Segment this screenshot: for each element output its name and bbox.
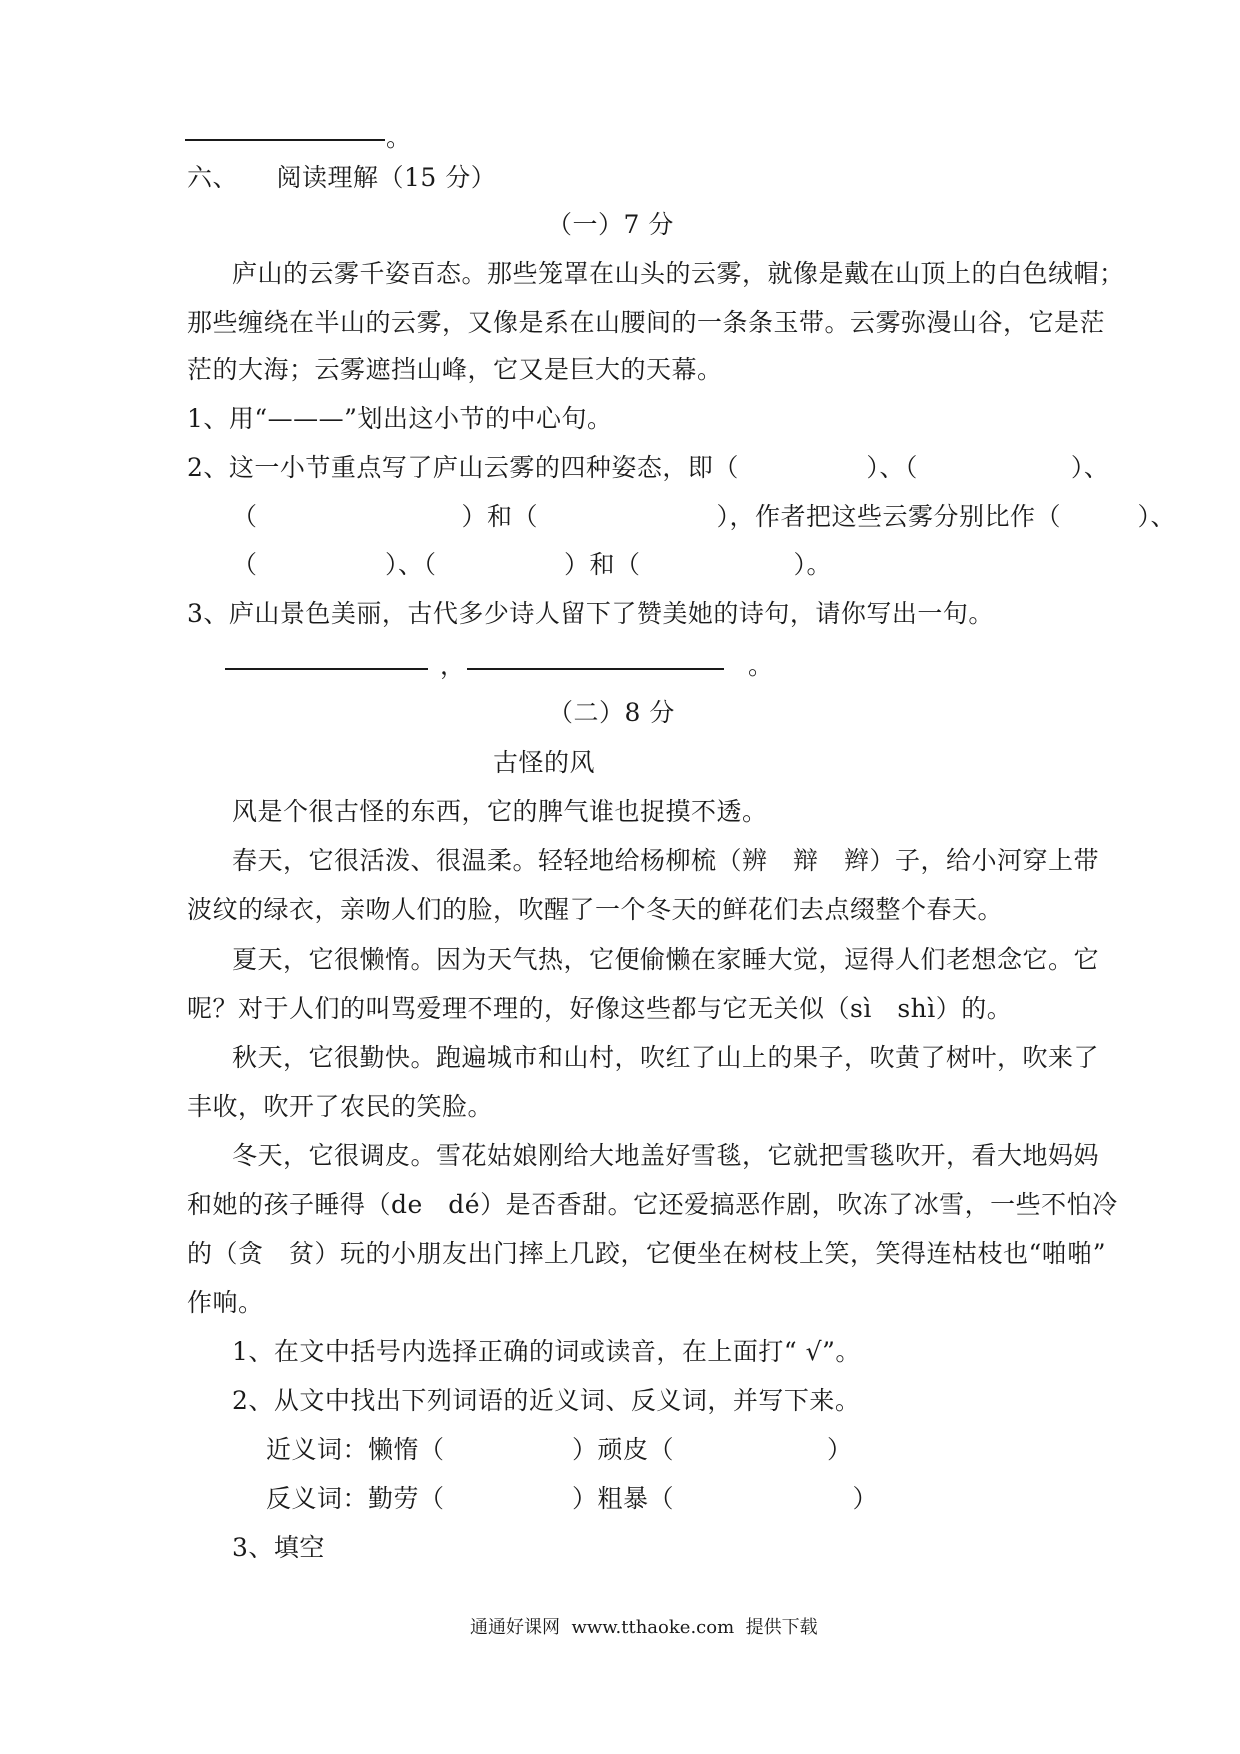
part1-title: （一）7 分 bbox=[547, 210, 674, 239]
story-paragraph: 作响。 bbox=[187, 1288, 264, 1317]
poem-answer-blank-1[interactable] bbox=[225, 668, 428, 670]
question-2-continued: （ ）、（ ）和（ ）。 bbox=[232, 550, 833, 579]
part2-title: （二）8 分 bbox=[548, 698, 675, 727]
synonyms-row: 近义词：懒惰（ ）顽皮（ ） bbox=[266, 1435, 853, 1464]
antonyms-row: 反义词：勤劳（ ）粗暴（ ） bbox=[266, 1484, 879, 1513]
comma-mark: ， bbox=[440, 651, 466, 680]
poem-answer-blank-2[interactable] bbox=[467, 668, 724, 670]
period-mark: 。 bbox=[748, 651, 774, 680]
story-paragraph: 呢？对于人们的叫骂爱理不理的，好像这些都与它无关似（sì shì）的。 bbox=[187, 994, 1013, 1023]
passage-line: 庐山的云雾千姿百态。那些笼罩在山头的云雾，就像是戴在山顶上的白色绒帽； bbox=[232, 259, 1125, 288]
part2-question-2: 2、从文中找出下列词语的近义词、反义词，并写下来。 bbox=[232, 1386, 861, 1415]
passage-line: 茫的大海；云雾遮挡山峰，它又是巨大的天幕。 bbox=[187, 355, 723, 384]
story-title: 古怪的风 bbox=[493, 748, 596, 777]
question-2-continued: （ ）和（ ），作者把这些云雾分别比作（ ）、 bbox=[232, 502, 1177, 531]
section-heading: 六、 阅读理解（15 分） bbox=[187, 163, 497, 192]
answer-blank-line[interactable] bbox=[185, 139, 385, 141]
story-paragraph: 冬天，它很调皮。雪花姑娘刚给大地盖好雪毯，它就把雪毯吹开，看大地妈妈 bbox=[232, 1141, 1100, 1170]
story-paragraph: 丰收，吹开了农民的笑脸。 bbox=[187, 1092, 494, 1121]
story-paragraph: 风是个很古怪的东西，它的脾气谁也捉摸不透。 bbox=[232, 797, 768, 826]
story-paragraph: 的（贪 贫）玩的小朋友出门摔上几跤，它便坐在树枝上笑，笑得连枯枝也“啪啪” bbox=[187, 1239, 1107, 1268]
story-paragraph: 春天，它很活泼、很温柔。轻轻地给杨柳梳（辨 辩 辫）子，给小河穿上带 bbox=[232, 846, 1100, 875]
story-paragraph: 夏天，它很懒惰。因为天气热，它便偷懒在家睡大觉，逗得人们老想念它。它 bbox=[232, 945, 1100, 974]
story-paragraph: 和她的孩子睡得（de dé）是否香甜。它还爱搞恶作剧，吹冻了冰雪，一些不怕冷 bbox=[187, 1190, 1118, 1219]
passage-line: 那些缠绕在半山的云雾，又像是系在山腰间的一条条玉带。云雾弥漫山谷，它是茫 bbox=[187, 308, 1106, 337]
question-1: 1、用“———”划出这小节的中心句。 bbox=[187, 404, 613, 433]
story-paragraph: 波纹的绿衣，亲吻人们的脸，吹醒了一个冬天的鲜花们去点缀整个春天。 bbox=[187, 895, 1004, 924]
part2-question-1: 1、在文中括号内选择正确的词或读音，在上面打“ √”。 bbox=[232, 1337, 861, 1366]
end-mark: 。 bbox=[386, 123, 412, 152]
question-3: 3、庐山景色美丽，古代多少诗人留下了赞美她的诗句，请你写出一句。 bbox=[187, 599, 994, 628]
question-2: 2、这一小节重点写了庐山云雾的四种姿态，即（ ）、（ ）、 bbox=[187, 453, 1110, 482]
story-paragraph: 秋天，它很勤快。跑遍城市和山村，吹红了山上的果子，吹黄了树叶，吹来了 bbox=[232, 1043, 1100, 1072]
footer-credit: 通通好课网 www.tthaoke.com 提供下载 bbox=[470, 1617, 818, 1638]
part2-question-3: 3、填空 bbox=[232, 1533, 325, 1562]
